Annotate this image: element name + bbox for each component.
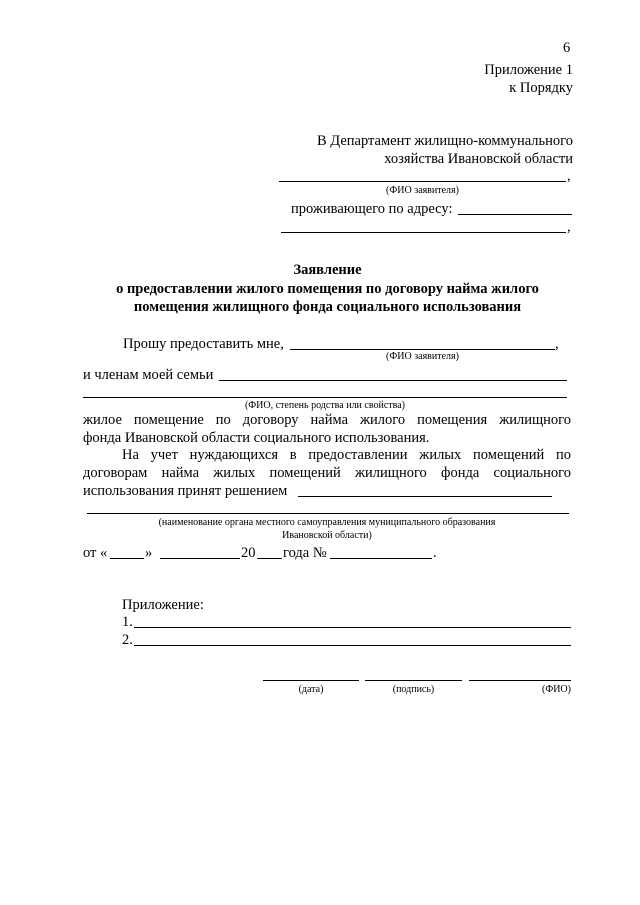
year-prefix: 20 (241, 545, 256, 561)
attachment-1-field[interactable] (134, 627, 571, 628)
attachment-1-number: 1. (122, 614, 133, 630)
request-applicant-field[interactable] (290, 349, 555, 350)
family-caption: (ФИО, степень родства или свойства) (244, 400, 406, 411)
paragraph-2-line-2: договорам найма жилых помещений жилищного фонда социального (83, 465, 571, 481)
paragraph-1-line-1: жилое помещение по договору найма жилого помещения жилищного (83, 412, 571, 428)
page-number: 6 (563, 40, 571, 56)
addressee-line-1: В Департамент жилищно-коммунального (316, 133, 573, 149)
paragraph-2-line-3: использования принят решением (83, 483, 288, 499)
date-mid: » (145, 545, 153, 561)
family-label: и членам моей семьи (83, 367, 214, 383)
applicant-name-caption: (ФИО заявителя) (386, 185, 459, 196)
signature-caption: (подпись) (392, 684, 435, 695)
authority-caption-2: Ивановской области) (282, 530, 372, 541)
appendix-label: Приложение 1 (484, 62, 573, 78)
family-field-2[interactable] (83, 397, 567, 398)
month-field[interactable] (160, 558, 240, 559)
residing-label: проживающего по адресу: (291, 201, 453, 217)
paragraph-2-line-1: На учет нуждающихся в предоставлении жилых помещений по (122, 447, 571, 463)
authority-caption-1: (наименование органа местного самоуправления муниципального образования (158, 517, 496, 528)
decision-field-2[interactable] (87, 513, 569, 514)
address-field-2[interactable] (281, 232, 566, 233)
family-field-1[interactable] (219, 380, 567, 381)
decision-number-field[interactable] (330, 558, 432, 559)
year-field[interactable] (257, 558, 282, 559)
number-label: года № (283, 545, 327, 561)
document-subtitle-2: помещения жилищного фонда социального использования (133, 299, 522, 315)
address-field-1[interactable] (458, 214, 572, 215)
attachments-label: Приложение: (122, 597, 204, 613)
day-field[interactable] (110, 558, 144, 559)
document-title: Заявление (293, 262, 362, 278)
to-order-label: к Порядку (509, 80, 573, 96)
attachment-2-number: 2. (122, 632, 133, 648)
decision-field-1[interactable] (298, 496, 552, 497)
date-caption: (дата) (298, 684, 324, 695)
signature-field[interactable] (365, 680, 462, 681)
paragraph-1-line-2: фонда Ивановской области социального использования. (83, 430, 430, 446)
request-applicant-caption: (ФИО заявителя) (386, 351, 459, 362)
attachment-2-field[interactable] (134, 645, 571, 646)
document-subtitle-1: о предоставлении жилого помещения по договору найма жилого (116, 281, 539, 297)
addressee-line-2: хозяйства Ивановской области (384, 151, 573, 167)
applicant-name-field[interactable] (279, 181, 566, 182)
date-prefix: от « (83, 545, 108, 561)
fio-signature-field[interactable] (469, 680, 571, 681)
date-signature-field[interactable] (263, 680, 359, 681)
fio-caption: (ФИО) (541, 684, 571, 695)
request-text: Прошу предоставить мне, (123, 336, 284, 352)
